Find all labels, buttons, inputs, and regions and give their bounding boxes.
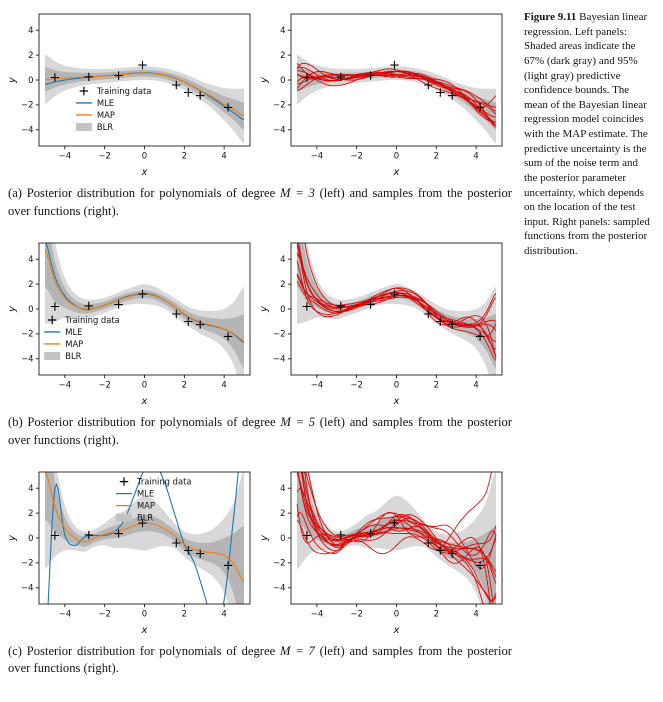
svg-text:−4: −4 [272, 583, 286, 594]
chart-c-left [6, 466, 256, 636]
svg-text:−2: −2 [350, 609, 363, 619]
chart-b-left [6, 237, 256, 407]
svg-text:x: x [141, 167, 148, 178]
svg-text:2: 2 [28, 50, 34, 61]
svg-text:−4: −4 [58, 609, 72, 619]
svg-text:−2: −2 [272, 100, 286, 111]
svg-text:Training data: Training data [96, 85, 152, 96]
svg-text:4: 4 [221, 609, 227, 619]
svg-text:4: 4 [280, 483, 286, 494]
figure-caption-sidebar [524, 8, 653, 259]
svg-text:0: 0 [28, 533, 34, 544]
svg-text:MLE: MLE [96, 97, 115, 108]
svg-text:4: 4 [28, 25, 34, 36]
chart-b-right [258, 237, 508, 407]
svg-text:0: 0 [28, 304, 34, 315]
svg-text:−2: −2 [20, 558, 34, 569]
figure-label: Figure 9.11 [524, 11, 577, 23]
svg-text:4: 4 [280, 25, 286, 36]
svg-text:−2: −2 [20, 100, 34, 111]
svg-text:−4: −4 [310, 609, 324, 619]
svg-text:0: 0 [28, 75, 34, 86]
subcaption-b-prefix: (b) Posterior distribution for polynomials of degree [8, 414, 281, 429]
svg-text:2: 2 [280, 50, 286, 61]
svg-text:MLE: MLE [65, 326, 83, 337]
svg-text:0: 0 [393, 151, 400, 162]
svg-text:MAP: MAP [65, 338, 84, 349]
svg-text:2: 2 [433, 380, 440, 391]
svg-text:0: 0 [280, 75, 286, 86]
svg-text:0: 0 [141, 380, 148, 391]
figure-column [6, 8, 514, 694]
svg-text:−4: −4 [20, 583, 34, 594]
svg-text:−2: −2 [272, 558, 286, 569]
subcaption-c [8, 643, 512, 679]
svg-text:−4: −4 [310, 380, 324, 391]
subcaption-c-suffix: (left) and samples from the posterior over functions (right). [8, 643, 512, 676]
svg-text:0: 0 [141, 609, 148, 619]
svg-text:2: 2 [433, 609, 440, 619]
subcaption-a [8, 185, 512, 221]
panel-a-left [6, 8, 256, 178]
svg-text:−4: −4 [310, 151, 324, 162]
svg-text:y: y [259, 534, 270, 541]
subcaption-b-math: M = 5 [280, 414, 316, 429]
figure-row-a [6, 8, 514, 178]
svg-text:−2: −2 [98, 151, 111, 162]
svg-text:BLR: BLR [65, 350, 82, 361]
svg-text:2: 2 [181, 609, 188, 619]
svg-text:−2: −2 [350, 380, 363, 391]
svg-text:2: 2 [28, 279, 34, 290]
svg-text:x: x [141, 624, 148, 636]
subcaption-b-suffix: (left) and samples from the posterior over functions (right). [8, 414, 512, 447]
svg-text:MAP: MAP [136, 500, 155, 511]
svg-text:0: 0 [393, 380, 400, 391]
svg-text:x: x [393, 624, 400, 636]
svg-text:4: 4 [473, 609, 479, 619]
panel-c-right [258, 466, 508, 636]
svg-text:−2: −2 [350, 151, 363, 162]
svg-text:2: 2 [280, 279, 286, 290]
svg-text:−4: −4 [272, 354, 286, 365]
svg-text:−2: −2 [272, 329, 286, 340]
svg-text:−4: −4 [58, 151, 72, 162]
panel-c-left [6, 466, 256, 636]
subcaption-c-prefix: (c) Posterior distribution for polynomials of degree [8, 643, 280, 658]
chart-a-right [258, 8, 508, 178]
svg-text:x: x [393, 167, 400, 178]
svg-text:0: 0 [141, 151, 148, 162]
svg-text:4: 4 [221, 151, 227, 162]
svg-text:4: 4 [28, 254, 34, 265]
subcaption-b [8, 414, 512, 450]
svg-text:4: 4 [280, 254, 286, 265]
svg-text:BLR: BLR [96, 121, 114, 132]
svg-text:2: 2 [433, 151, 440, 162]
svg-text:2: 2 [280, 508, 286, 519]
subcaption-a-suffix: (left) and samples from the posterior over functions (right). [8, 186, 512, 218]
svg-text:4: 4 [473, 151, 479, 162]
svg-text:−2: −2 [20, 329, 34, 340]
svg-text:2: 2 [181, 151, 188, 162]
svg-text:0: 0 [393, 609, 400, 619]
figure-caption-text: Bayesian linear regression. Left panels: Shaded areas indicate the 67% (dark gray) and 95% (light gray) predictive confidence bounds. The mean of the Bayesian linear regression model coincides with the MAP estimate. The predictive uncertainty is the sum of the noise term and the posterior parameter uncertainty, which depends on the location of the test input. Right panels: sampled functions from the posterior distribution. [524, 11, 650, 257]
svg-text:2: 2 [28, 508, 34, 519]
chart-a-left [6, 8, 256, 178]
svg-text:Training data: Training data [65, 314, 120, 325]
svg-text:Training data: Training data [136, 476, 192, 487]
svg-text:y: y [259, 305, 270, 312]
svg-text:−2: −2 [98, 380, 111, 391]
chart-c-right [258, 466, 508, 636]
svg-text:BLR: BLR [136, 512, 154, 523]
svg-text:MAP: MAP [96, 109, 115, 120]
svg-text:y: y [7, 305, 18, 312]
panel-b-left [6, 237, 256, 407]
svg-text:x: x [141, 395, 148, 407]
figure-row-b [6, 237, 514, 407]
svg-text:y: y [7, 534, 18, 541]
figure-row-c [6, 466, 514, 636]
panel-b-right [258, 237, 508, 407]
svg-text:−4: −4 [20, 125, 34, 136]
svg-text:−4: −4 [58, 380, 72, 391]
svg-text:0: 0 [280, 304, 286, 315]
svg-text:−2: −2 [98, 609, 111, 619]
svg-text:y: y [7, 77, 18, 83]
subcaption-c-math: M = 7 [279, 643, 315, 658]
svg-text:4: 4 [221, 380, 227, 391]
subcaption-a-math: M = 3 [279, 186, 315, 200]
svg-text:MLE: MLE [136, 488, 155, 499]
panel-a-right [258, 8, 508, 178]
svg-text:2: 2 [181, 380, 188, 391]
svg-text:4: 4 [28, 483, 34, 494]
subcaption-a-prefix: (a) Posterior distribution for polynomials of degree [8, 186, 280, 200]
svg-text:4: 4 [473, 380, 479, 391]
svg-text:0: 0 [280, 533, 286, 544]
svg-text:−4: −4 [20, 354, 34, 365]
svg-text:y: y [259, 77, 270, 83]
svg-text:x: x [393, 395, 400, 407]
svg-text:−4: −4 [272, 125, 286, 136]
